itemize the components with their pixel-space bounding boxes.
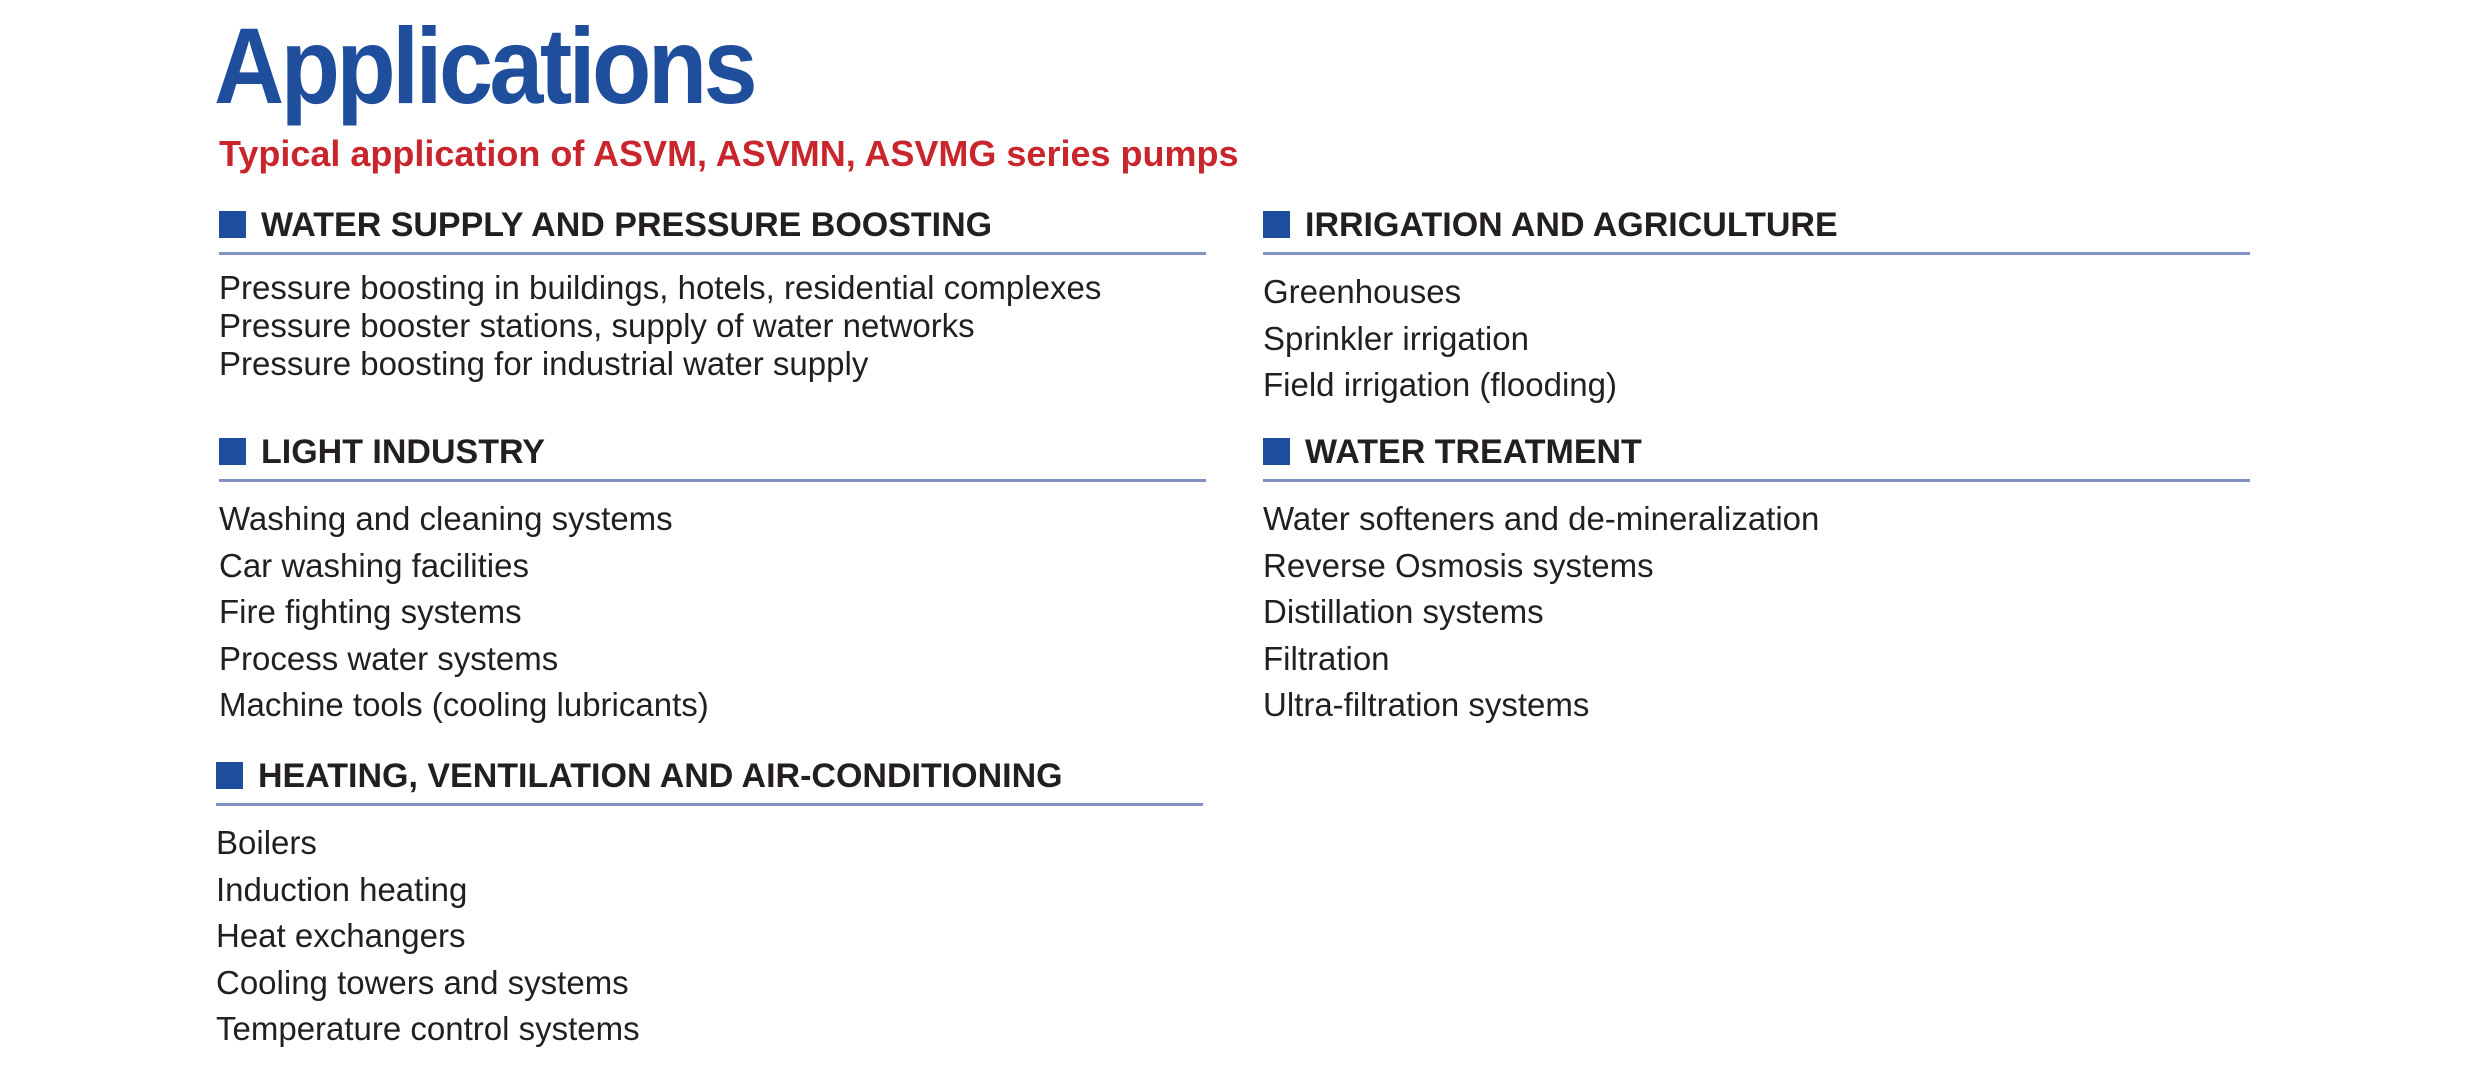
- list-item: Distillation systems: [1263, 593, 1544, 630]
- section-header: [216, 751, 1203, 806]
- list-item: Cooling towers and systems: [216, 963, 629, 1001]
- list-item: Machine tools (cooling lubricants): [219, 686, 709, 723]
- page-subtitle: Typical application of ASVM, ASVMN, ASVMG series pumps: [219, 133, 1239, 174]
- application-list: [1263, 269, 2250, 409]
- section-hvac: [216, 751, 1203, 1053]
- section-water-treatment: [1263, 427, 2250, 729]
- list-item: Pressure booster stations, supply of water networks: [219, 307, 975, 344]
- list-item: Sprinkler irrigation: [1263, 319, 1529, 357]
- page-title: Applications: [214, 5, 755, 126]
- section-title: IRRIGATION AND AGRICULTURE: [1305, 206, 1838, 244]
- list-item: Filtration: [1263, 639, 1390, 677]
- list-item: Car washing facilities: [219, 546, 529, 584]
- list-item: Water softeners and de-mineralization: [1263, 500, 1820, 537]
- section-title: WATER TREATMENT: [1305, 433, 1642, 471]
- application-list: [219, 496, 1206, 729]
- application-list: [216, 820, 1203, 1053]
- list-item: Reverse Osmosis systems: [1263, 546, 1654, 584]
- list-item: Boilers: [216, 824, 317, 861]
- list-item: Fire fighting systems: [219, 593, 522, 630]
- square-bullet-icon: [1263, 438, 1290, 465]
- section-header: [1263, 427, 2250, 482]
- list-item: Heat exchangers: [216, 917, 466, 954]
- application-list: [219, 269, 1206, 383]
- section-title: HEATING, VENTILATION AND AIR-CONDITIONING: [258, 757, 1063, 795]
- application-list: [1263, 496, 2250, 729]
- list-item: Pressure boosting for industrial water supply: [219, 345, 869, 382]
- square-bullet-icon: [216, 762, 243, 789]
- section-title: WATER SUPPLY AND PRESSURE BOOSTING: [261, 206, 993, 244]
- square-bullet-icon: [219, 438, 246, 465]
- list-item: Induction heating: [216, 870, 468, 908]
- list-item: Field irrigation (flooding): [1263, 366, 1617, 403]
- section-light-industry: [219, 427, 1206, 729]
- list-item: Greenhouses: [1263, 273, 1462, 310]
- list-item: Process water systems: [219, 639, 559, 677]
- section-water-supply: [219, 200, 1206, 383]
- list-item: Pressure boosting in buildings, hotels, residential complexes: [219, 269, 1102, 306]
- list-item: Washing and cleaning systems: [219, 500, 673, 537]
- section-title: LIGHT INDUSTRY: [261, 433, 545, 471]
- section-header: [1263, 200, 2250, 255]
- list-item: Ultra-filtration systems: [1263, 686, 1590, 723]
- list-item: Temperature control systems: [216, 1010, 640, 1047]
- section-irrigation: [1263, 200, 2250, 409]
- section-header: [219, 427, 1206, 482]
- section-header: [219, 200, 1206, 255]
- square-bullet-icon: [219, 211, 246, 238]
- square-bullet-icon: [1263, 211, 1290, 238]
